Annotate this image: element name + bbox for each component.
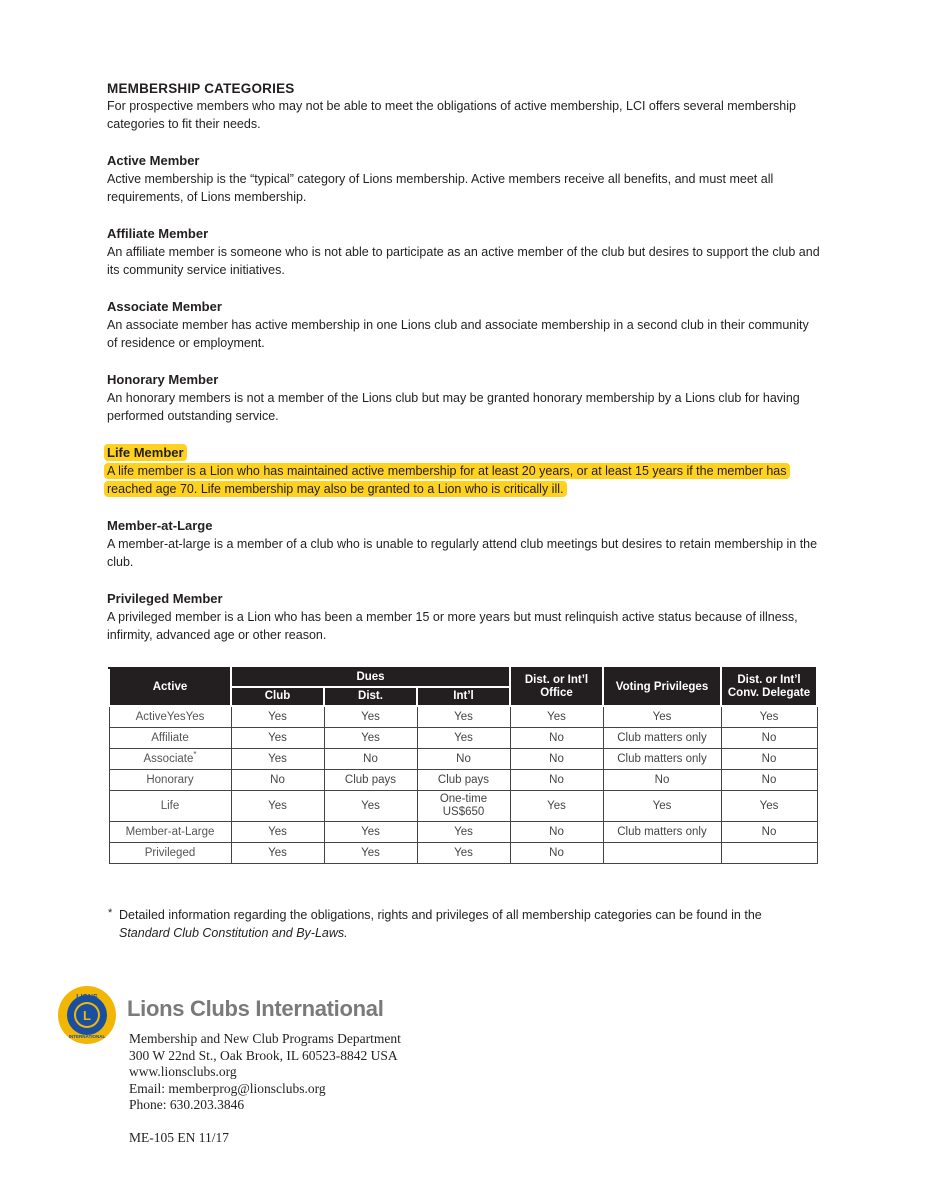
header-club: Club (231, 687, 324, 706)
cell-category: Life (109, 791, 231, 822)
section-text: Active membership is the “typical” category of Lions membership. Active members receive all benefits, and must meet all requirements, of Lions membership. (107, 172, 774, 204)
cell-dist: Yes (324, 706, 417, 728)
main-content (107, 80, 822, 644)
cell-category: Member-at-Large (109, 822, 231, 843)
table-row (109, 791, 817, 822)
contact-line: 300 W 22nd St., Oak Brook, IL 60523-8842 USA (129, 1047, 398, 1063)
cell-club: Yes (231, 791, 324, 822)
svg-text:INTERNATIONAL: INTERNATIONAL (68, 1034, 106, 1039)
membership-table (108, 667, 818, 864)
page-title: MEMBERSHIP CATEGORIES (107, 81, 295, 96)
cell-delegate: No (721, 728, 817, 749)
cell-intl: Yes (417, 706, 510, 728)
cell-category: Honorary (109, 770, 231, 791)
footnote-text: Detailed information regarding the obligations, rights and privileges of all membership categories can be found in the (119, 908, 762, 922)
section-title: Member-at-Large (107, 518, 213, 533)
cell-intl: Yes (417, 728, 510, 749)
section-title: Affiliate Member (107, 226, 209, 241)
cell-office: No (510, 749, 603, 770)
section-privileged (107, 590, 822, 644)
header-dist: Dist. (324, 687, 417, 706)
cell-dist: Yes (324, 843, 417, 864)
cell-voting: Club matters only (603, 728, 721, 749)
cell-voting: Club matters only (603, 749, 721, 770)
footnote (108, 906, 823, 942)
lions-emblem-icon (57, 985, 117, 1045)
contact-block (129, 1031, 401, 1114)
cell-club: Yes (231, 728, 324, 749)
footnote-italic: Standard Club Constitution and By-Laws. (119, 926, 348, 940)
brand-name: Lions Clubs International (127, 996, 384, 1021)
header-intl: Int’l (417, 687, 510, 706)
table-row (109, 749, 817, 770)
membership-table-container (108, 667, 816, 864)
table-row (109, 728, 817, 749)
cell-dist: Club pays (324, 770, 417, 791)
cell-voting: Club matters only (603, 822, 721, 843)
header-delegate: Dist. or Int’l Conv. Delegate (721, 668, 817, 706)
intro-paragraph: For prospective members who may not be able to meet the obligations of active membership, LCI offers several membership categories to fit their needs. (107, 99, 796, 131)
cell-office: No (510, 728, 603, 749)
cell-category: Affiliate (109, 728, 231, 749)
cell-delegate: No (721, 770, 817, 791)
cell-club: Yes (231, 706, 324, 728)
website-link[interactable]: www.lionsclubs.org (129, 1064, 237, 1079)
section-honorary (107, 371, 822, 425)
cell-voting: Yes (603, 791, 721, 822)
section-associate (107, 298, 822, 352)
cell-delegate: No (721, 749, 817, 770)
svg-text:L: L (83, 1008, 91, 1023)
section-text: A privileged member is a Lion who has been a member 15 or more years but must relinquish active status because of illness, infirmity, advanced age or other reason. (107, 610, 798, 642)
svg-text:LIONS: LIONS (76, 994, 98, 1001)
document-code: ME-105 EN 11/17 (129, 1130, 229, 1145)
cell-intl: Yes (417, 822, 510, 843)
cell-club: No (231, 770, 324, 791)
table-row (109, 822, 817, 843)
cell-office: No (510, 822, 603, 843)
cell-office: No (510, 843, 603, 864)
section-affiliate (107, 225, 822, 279)
table-row (109, 843, 817, 864)
section-text: An honorary members is not a member of the Lions club but may be granted honorary membership by a Lions club for having performed outstanding service. (107, 391, 800, 423)
email-link[interactable]: Email: memberprog@lionsclubs.org (129, 1080, 326, 1096)
cell-intl: No (417, 749, 510, 770)
cell-category: ActiveYesYes (109, 706, 231, 728)
header-active: Active (109, 668, 231, 706)
header-dues: Dues (231, 668, 510, 687)
section-text: An associate member has active membership in one Lions club and associate membership in a second club in their community of residence or employment. (107, 318, 809, 350)
highlighted-section-title: Life Member (104, 444, 187, 461)
section-title: Associate Member (107, 299, 222, 314)
cell-category: Associate* (109, 749, 231, 770)
section-text: A member-at-large is a member of a club who is unable to regularly attend club meetings but desires to retain membership in the club. (107, 537, 818, 569)
cell-category: Privileged (109, 843, 231, 864)
cell-intl: Club pays (417, 770, 510, 791)
cell-delegate (721, 843, 817, 864)
cell-club: Yes (231, 843, 324, 864)
table-row (109, 770, 817, 791)
header-office: Dist. or Int’l Office (510, 668, 603, 706)
section-text: An affiliate member is someone who is not able to participate as an active member of the club but desires to support the club and its community service initiatives. (107, 245, 820, 277)
highlighted-section-text: A life member is a Lion who has maintained active membership for at least 20 years, or at least 15 years if the member has reached age 70. Life membership may also be granted to a Lion who is critically ill. (104, 463, 790, 497)
cell-dist: Yes (324, 791, 417, 822)
section-title: Active Member (107, 153, 200, 168)
contact-line: Membership and New Club Programs Department (129, 1031, 401, 1046)
section-title: Honorary Member (107, 372, 219, 387)
cell-delegate: Yes (721, 791, 817, 822)
section-life-highlighted (107, 444, 822, 498)
cell-intl: Yes (417, 843, 510, 864)
cell-voting: Yes (603, 706, 721, 728)
section-active (107, 152, 822, 206)
cell-club: Yes (231, 749, 324, 770)
cell-delegate: No (721, 822, 817, 843)
cell-dist: No (324, 749, 417, 770)
cell-intl: One-time US$650 (417, 791, 510, 822)
cell-office: Yes (510, 706, 603, 728)
cell-office: Yes (510, 791, 603, 822)
table-row (109, 706, 817, 728)
cell-club: Yes (231, 822, 324, 843)
footnote-marker: * (108, 907, 113, 919)
cell-dist: Yes (324, 728, 417, 749)
cell-dist: Yes (324, 822, 417, 843)
section-member-at-large (107, 517, 822, 571)
cell-voting: No (603, 770, 721, 791)
contact-line: Phone: 630.203.3846 (129, 1097, 245, 1112)
header-voting: Voting Privileges (603, 668, 721, 706)
cell-delegate: Yes (721, 706, 817, 728)
cell-office: No (510, 770, 603, 791)
section-title: Privileged Member (107, 591, 223, 606)
cell-voting (603, 843, 721, 864)
